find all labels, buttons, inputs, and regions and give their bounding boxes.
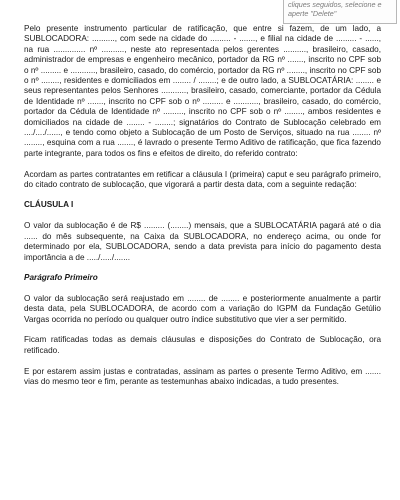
intro-paragraph: Pelo presente instrumento particular de ratificação, que entre si fazem, de um lado, a SUBLOCADORA: .........., com sede na cidade do ......... - ......., e filial na cidade de ......... - ......, na rua .............. nº .........., neste ato representada pelos gerentes .........., brasileiro, casado, administrador de empresas e engenheiro mecânico, portador da RG nº ......., inscrito no CPF sob o nº ......... e ..........., brasileiro, casado, do comércio, portador da RG nº ........, inscrito no CPF sob o nº ........, residentes e domiciliados em ........ / ........; e de outro lado, a SUBLOCATÁRIA: ........ e seus representantes pelos Senhores ..........., brasileiro, casado, comerciante, portador da Cédula de Identidade nº ......., inscrito no CPF sob o nº ......... e ..........., brasileiro, casado, do comércio, portador da Cédula de Identidade nº ........., inscrito no CPF sob o nº ........, ambos residentes e domiciliados na cidade de ........ - ........; signatários do Contrato de Sublocação celebrado em ..../..../......, e tendo como objeto a Sublocação de um Posto de Serviços, situado na rua ........ nº ........, esquina com a rua ......., é lavrado o presente Termo Aditivo de ratificação, que fica fazendo parte integrante, para todos os fins e efeitos de direito, do referido contrato: xyxy=(24,24,381,158)
closing-paragraph: E por estarem assim justas e contratadas, assinam as partes o presente Termo Aditivo, em ....... vias do mesmo teor e fim, perante as testemunhas abaixo indicadas, a tudo presentes. xyxy=(24,366,381,386)
hint-box: cliques seguidos, selecione e aperte "Delete" xyxy=(283,0,397,24)
clause-heading: CLÁUSULA I xyxy=(24,200,74,210)
document-body xyxy=(24,24,381,387)
ratification-paragraph: Ficam ratificadas todas as demais cláusulas e disposições do Contrato de Sublocação, ora retificado. xyxy=(24,335,381,355)
paragraph-heading: Parágrafo Primeiro xyxy=(24,272,98,282)
paragraph-body: O valor da sublocação será reajustado em ........ de ........ e posteriormente anualmente a partir desta data, pela SUBLOCADORA, de acordo com a variação do IGPM da Fundação Getúlio Vargas ocorrida no período ou qualquer outro índice substitutivo que vier a ser permitido. xyxy=(24,293,381,324)
clause-body: O valor da sublocação é de R$ ......... (........) mensais, que a SUBLOCATÁRIA pagará até o dia ...... do mês subsequente, na Caixa da SUBLOCADORA, no endereço acima, ou onde for determinado por ela, SUBLOCADORA, sendo a data prevista para início do pagamento desta importância a de ...../...../....... xyxy=(24,221,381,262)
agreement-paragraph: Acordam as partes contratantes em retificar a cláusula I (primeira) caput e seu parágrafo primeiro, do citado contrato de sublocação, que vigorará a partir desta data, com a seguinte redação: xyxy=(24,169,381,190)
